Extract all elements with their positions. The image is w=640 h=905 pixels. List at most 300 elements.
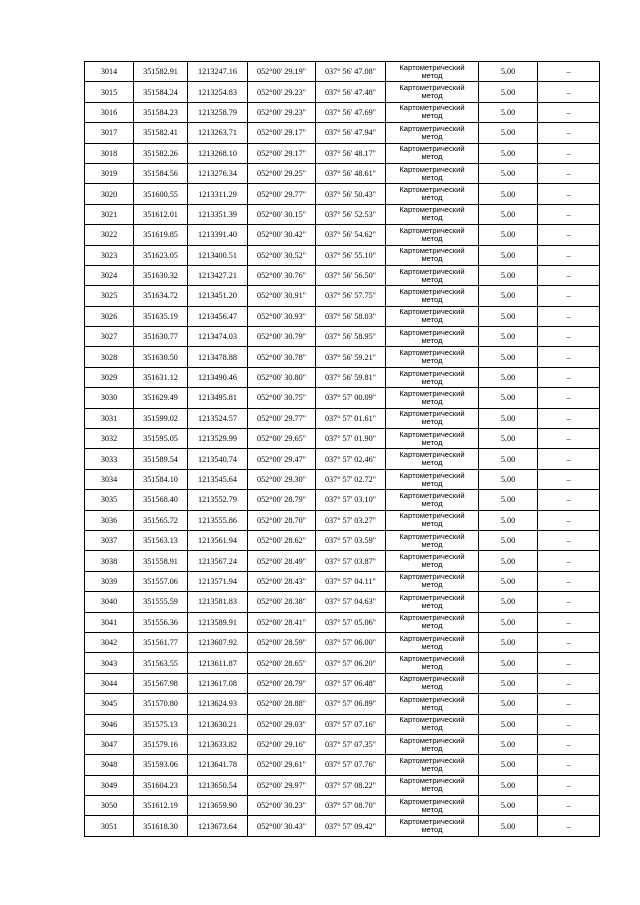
note-cell: –	[538, 62, 600, 82]
point-number-cell: 3050	[85, 796, 134, 816]
x-coordinate-cell: 351557.06	[134, 571, 188, 591]
method-line-2: метод	[421, 458, 443, 468]
method-cell	[386, 408, 479, 428]
accuracy-cell: 5.00	[479, 612, 538, 632]
note-cell: –	[538, 449, 600, 469]
accuracy-cell: 5.00	[479, 673, 538, 693]
note-cell: –	[538, 816, 600, 836]
coordinates-table	[84, 61, 600, 837]
x-coordinate-cell: 351584.23	[134, 102, 188, 122]
longitude-cell: 037° 56' 54.62"	[316, 225, 386, 245]
x-coordinate-cell: 351582.26	[134, 143, 188, 163]
longitude-cell: 037° 56' 59.21"	[316, 347, 386, 367]
method-cell	[386, 327, 479, 347]
method-line-2: метод	[421, 539, 443, 549]
point-number-cell: 3042	[85, 632, 134, 652]
table-row	[85, 632, 600, 652]
note-cell: –	[538, 327, 600, 347]
method-cell	[386, 429, 479, 449]
table-row	[85, 551, 600, 571]
x-coordinate-cell: 351618.30	[134, 816, 188, 836]
x-coordinate-cell: 351570.80	[134, 694, 188, 714]
method-line-1: Картометрический	[399, 246, 465, 256]
point-number-cell: 3019	[85, 163, 134, 183]
method-line-1: Картометрический	[399, 103, 465, 113]
latitude-cell: 052°00' 29.23"	[248, 102, 316, 122]
x-coordinate-cell: 351555.59	[134, 592, 188, 612]
method-cell	[386, 286, 479, 306]
point-number-cell: 3039	[85, 571, 134, 591]
x-coordinate-cell: 351558.91	[134, 551, 188, 571]
method-cell	[386, 612, 479, 632]
accuracy-cell: 5.00	[479, 694, 538, 714]
note-cell: –	[538, 510, 600, 530]
method-line-2: метод	[421, 437, 443, 447]
x-coordinate-cell: 351619.85	[134, 225, 188, 245]
note-cell: –	[538, 796, 600, 816]
accuracy-cell: 5.00	[479, 755, 538, 775]
point-number-cell: 3048	[85, 755, 134, 775]
y-coordinate-cell: 1213400.51	[188, 245, 248, 265]
method-cell	[386, 632, 479, 652]
table-row	[85, 612, 600, 632]
table-row	[85, 245, 600, 265]
latitude-cell: 052°00' 29.19"	[248, 62, 316, 82]
accuracy-cell: 5.00	[479, 327, 538, 347]
longitude-cell: 037° 57' 01.61"	[316, 408, 386, 428]
method-cell	[386, 163, 479, 183]
point-number-cell: 3037	[85, 530, 134, 550]
method-line-1: Картометрический	[399, 511, 465, 521]
point-number-cell: 3047	[85, 734, 134, 754]
latitude-cell: 052°00' 28.79"	[248, 673, 316, 693]
method-cell	[386, 82, 479, 102]
latitude-cell: 052°00' 30.80"	[248, 367, 316, 387]
method-line-1: Картометрический	[399, 286, 465, 296]
longitude-cell: 037° 57' 07.16"	[316, 714, 386, 734]
table-row	[85, 143, 600, 163]
method-line-2: метод	[421, 804, 443, 814]
y-coordinate-cell: 1213607.92	[188, 632, 248, 652]
method-cell	[386, 245, 479, 265]
x-coordinate-cell: 351567.98	[134, 673, 188, 693]
point-number-cell: 3025	[85, 286, 134, 306]
longitude-cell: 037° 57' 06.48"	[316, 673, 386, 693]
latitude-cell: 052°00' 28.79"	[248, 490, 316, 510]
y-coordinate-cell: 1213567.24	[188, 551, 248, 571]
table-row	[85, 673, 600, 693]
accuracy-cell: 5.00	[479, 163, 538, 183]
latitude-cell: 052°00' 28.43"	[248, 571, 316, 591]
note-cell: –	[538, 204, 600, 224]
latitude-cell: 052°00' 28.70"	[248, 510, 316, 530]
latitude-cell: 052°00' 30.91"	[248, 286, 316, 306]
y-coordinate-cell: 1213451.20	[188, 286, 248, 306]
y-coordinate-cell: 1213589.91	[188, 612, 248, 632]
method-line-1: Картометрический	[399, 144, 465, 154]
method-cell	[386, 551, 479, 571]
note-cell: –	[538, 163, 600, 183]
method-cell	[386, 653, 479, 673]
longitude-cell: 037° 57' 02.46"	[316, 449, 386, 469]
method-line-2: метод	[421, 396, 443, 406]
note-cell: –	[538, 571, 600, 591]
note-cell: –	[538, 184, 600, 204]
y-coordinate-cell: 1213263.71	[188, 123, 248, 143]
method-cell	[386, 265, 479, 285]
longitude-cell: 037° 57' 09.42"	[316, 816, 386, 836]
table-row	[85, 388, 600, 408]
longitude-cell: 037° 56' 50.43"	[316, 184, 386, 204]
method-line-2: метод	[421, 315, 443, 325]
note-cell: –	[538, 429, 600, 449]
note-cell: –	[538, 694, 600, 714]
longitude-cell: 037° 56' 58.95"	[316, 327, 386, 347]
longitude-cell: 037° 57' 08.70"	[316, 796, 386, 816]
y-coordinate-cell: 1213641.78	[188, 755, 248, 775]
method-line-2: метод	[421, 274, 443, 284]
method-line-1: Картометрический	[399, 327, 465, 337]
note-cell: –	[538, 225, 600, 245]
y-coordinate-cell: 1213490.46	[188, 367, 248, 387]
y-coordinate-cell: 1213659.90	[188, 796, 248, 816]
note-cell: –	[538, 612, 600, 632]
method-line-2: метод	[421, 233, 443, 243]
table-row	[85, 592, 600, 612]
x-coordinate-cell: 351561.77	[134, 632, 188, 652]
method-line-1: Картометрический	[399, 307, 465, 317]
accuracy-cell: 5.00	[479, 62, 538, 82]
method-line-1: Картометрический	[399, 409, 465, 419]
y-coordinate-cell: 1213650.54	[188, 775, 248, 795]
method-line-1: Картометрический	[399, 429, 465, 439]
note-cell: –	[538, 82, 600, 102]
x-coordinate-cell: 351595.05	[134, 429, 188, 449]
accuracy-cell: 5.00	[479, 102, 538, 122]
longitude-cell: 037° 57' 03.59"	[316, 530, 386, 550]
y-coordinate-cell: 1213474.03	[188, 327, 248, 347]
accuracy-cell: 5.00	[479, 653, 538, 673]
method-line-2: метод	[421, 825, 443, 835]
point-number-cell: 3036	[85, 510, 134, 530]
x-coordinate-cell: 351599.02	[134, 408, 188, 428]
method-line-1: Картометрический	[399, 592, 465, 602]
x-coordinate-cell: 351623.05	[134, 245, 188, 265]
longitude-cell: 037° 56' 59.81"	[316, 367, 386, 387]
table-row	[85, 714, 600, 734]
note-cell: –	[538, 123, 600, 143]
accuracy-cell: 5.00	[479, 510, 538, 530]
x-coordinate-cell: 351582.91	[134, 62, 188, 82]
note-cell: –	[538, 469, 600, 489]
table-row	[85, 775, 600, 795]
method-line-1: Картометрический	[399, 796, 465, 806]
y-coordinate-cell: 1213391.40	[188, 225, 248, 245]
longitude-cell: 037° 56' 47.94"	[316, 123, 386, 143]
longitude-cell: 037° 57' 06.89"	[316, 694, 386, 714]
longitude-cell: 037° 57' 08.22"	[316, 775, 386, 795]
method-cell	[386, 490, 479, 510]
table-row	[85, 286, 600, 306]
point-number-cell: 3021	[85, 204, 134, 224]
method-cell	[386, 510, 479, 530]
method-line-1: Картометрический	[399, 164, 465, 174]
y-coordinate-cell: 1213456.47	[188, 306, 248, 326]
method-cell	[386, 796, 479, 816]
method-line-1: Картометрический	[399, 225, 465, 235]
longitude-cell: 037° 57' 04.63"	[316, 592, 386, 612]
latitude-cell: 052°00' 28.62"	[248, 530, 316, 550]
x-coordinate-cell: 351556.36	[134, 612, 188, 632]
method-cell	[386, 123, 479, 143]
accuracy-cell: 5.00	[479, 225, 538, 245]
method-line-1: Картометрический	[399, 185, 465, 195]
table-row	[85, 82, 600, 102]
x-coordinate-cell: 351563.55	[134, 653, 188, 673]
method-cell	[386, 225, 479, 245]
y-coordinate-cell: 1213552.79	[188, 490, 248, 510]
method-line-1: Картометрический	[399, 735, 465, 745]
note-cell: –	[538, 367, 600, 387]
method-cell	[386, 306, 479, 326]
y-coordinate-cell: 1213311.29	[188, 184, 248, 204]
method-cell	[386, 775, 479, 795]
method-cell	[386, 143, 479, 163]
method-line-2: метод	[421, 600, 443, 610]
point-number-cell: 3030	[85, 388, 134, 408]
accuracy-cell: 5.00	[479, 632, 538, 652]
method-line-1: Картометрический	[399, 674, 465, 684]
y-coordinate-cell: 1213545.64	[188, 469, 248, 489]
longitude-cell: 037° 56' 47.08"	[316, 62, 386, 82]
method-line-2: метод	[421, 376, 443, 386]
latitude-cell: 052°00' 29.77"	[248, 184, 316, 204]
method-line-2: метод	[421, 294, 443, 304]
x-coordinate-cell: 351612.01	[134, 204, 188, 224]
point-number-cell: 3033	[85, 449, 134, 469]
note-cell: –	[538, 102, 600, 122]
accuracy-cell: 5.00	[479, 286, 538, 306]
method-cell	[386, 388, 479, 408]
note-cell: –	[538, 490, 600, 510]
method-line-1: Картометрический	[399, 776, 465, 786]
point-number-cell: 3043	[85, 653, 134, 673]
method-line-2: метод	[421, 478, 443, 488]
point-number-cell: 3023	[85, 245, 134, 265]
note-cell: –	[538, 673, 600, 693]
latitude-cell: 052°00' 28.65"	[248, 653, 316, 673]
accuracy-cell: 5.00	[479, 184, 538, 204]
accuracy-cell: 5.00	[479, 123, 538, 143]
point-number-cell: 3020	[85, 184, 134, 204]
y-coordinate-cell: 1213611.87	[188, 653, 248, 673]
method-line-2: метод	[421, 763, 443, 773]
table-row	[85, 571, 600, 591]
note-cell: –	[538, 408, 600, 428]
point-number-cell: 3051	[85, 816, 134, 836]
y-coordinate-cell: 1213540.74	[188, 449, 248, 469]
method-line-1: Картометрический	[399, 205, 465, 215]
point-number-cell: 3028	[85, 347, 134, 367]
latitude-cell: 052°00' 29.16"	[248, 734, 316, 754]
point-number-cell: 3035	[85, 490, 134, 510]
longitude-cell: 037° 56' 52.53"	[316, 204, 386, 224]
method-cell	[386, 204, 479, 224]
longitude-cell: 037° 57' 06.00"	[316, 632, 386, 652]
latitude-cell: 052°00' 28.59"	[248, 632, 316, 652]
y-coordinate-cell: 1213427.21	[188, 265, 248, 285]
y-coordinate-cell: 1213254.83	[188, 82, 248, 102]
latitude-cell: 052°00' 28.38"	[248, 592, 316, 612]
latitude-cell: 052°00' 30.15"	[248, 204, 316, 224]
method-line-1: Картометрический	[399, 123, 465, 133]
y-coordinate-cell: 1213351.39	[188, 204, 248, 224]
latitude-cell: 052°00' 29.30"	[248, 469, 316, 489]
y-coordinate-cell: 1213571.94	[188, 571, 248, 591]
table-row	[85, 225, 600, 245]
y-coordinate-cell: 1213247.16	[188, 62, 248, 82]
method-line-1: Картометрический	[399, 552, 465, 562]
longitude-cell: 037° 57' 01.90"	[316, 429, 386, 449]
y-coordinate-cell: 1213258.79	[188, 102, 248, 122]
latitude-cell: 052°00' 30.75"	[248, 388, 316, 408]
table-row	[85, 367, 600, 387]
latitude-cell: 052°00' 29.23"	[248, 82, 316, 102]
point-number-cell: 3040	[85, 592, 134, 612]
note-cell: –	[538, 265, 600, 285]
y-coordinate-cell: 1213495.81	[188, 388, 248, 408]
method-line-2: метод	[421, 152, 443, 162]
latitude-cell: 052°00' 30.52"	[248, 245, 316, 265]
method-line-1: Картометрический	[399, 715, 465, 725]
y-coordinate-cell: 1213673.64	[188, 816, 248, 836]
table-row	[85, 816, 600, 836]
x-coordinate-cell: 351584.56	[134, 163, 188, 183]
x-coordinate-cell: 351600.55	[134, 184, 188, 204]
method-cell	[386, 347, 479, 367]
method-cell	[386, 102, 479, 122]
table-row	[85, 530, 600, 550]
table-row	[85, 265, 600, 285]
y-coordinate-cell: 1213617.08	[188, 673, 248, 693]
latitude-cell: 052°00' 29.61"	[248, 755, 316, 775]
y-coordinate-cell: 1213633.82	[188, 734, 248, 754]
method-line-1: Картометрический	[399, 62, 465, 72]
method-line-1: Картометрический	[399, 755, 465, 765]
latitude-cell: 052°00' 28.88"	[248, 694, 316, 714]
method-cell	[386, 367, 479, 387]
accuracy-cell: 5.00	[479, 449, 538, 469]
method-line-2: метод	[421, 70, 443, 80]
accuracy-cell: 5.00	[479, 306, 538, 326]
x-coordinate-cell: 351630.32	[134, 265, 188, 285]
point-number-cell: 3018	[85, 143, 134, 163]
x-coordinate-cell: 351563.13	[134, 530, 188, 550]
method-line-2: метод	[421, 519, 443, 529]
method-line-2: метод	[421, 560, 443, 570]
note-cell: –	[538, 306, 600, 326]
note-cell: –	[538, 551, 600, 571]
accuracy-cell: 5.00	[479, 469, 538, 489]
accuracy-cell: 5.00	[479, 204, 538, 224]
method-line-1: Картометрический	[399, 368, 465, 378]
point-number-cell: 3027	[85, 327, 134, 347]
point-number-cell: 3045	[85, 694, 134, 714]
coordinates-table-body	[85, 62, 600, 837]
method-line-1: Картометрический	[399, 490, 465, 500]
table-row	[85, 184, 600, 204]
method-line-1: Картометрический	[399, 633, 465, 643]
note-cell: –	[538, 530, 600, 550]
method-line-2: метод	[421, 580, 443, 590]
accuracy-cell: 5.00	[479, 796, 538, 816]
method-cell	[386, 816, 479, 836]
method-cell	[386, 714, 479, 734]
note-cell: –	[538, 653, 600, 673]
longitude-cell: 037° 56' 47.69"	[316, 102, 386, 122]
method-cell	[386, 571, 479, 591]
method-cell	[386, 734, 479, 754]
x-coordinate-cell: 351630.50	[134, 347, 188, 367]
y-coordinate-cell: 1213624.93	[188, 694, 248, 714]
note-cell: –	[538, 775, 600, 795]
x-coordinate-cell: 351634.72	[134, 286, 188, 306]
y-coordinate-cell: 1213276.34	[188, 163, 248, 183]
latitude-cell: 052°00' 30.79"	[248, 327, 316, 347]
longitude-cell: 037° 57' 07.76"	[316, 755, 386, 775]
longitude-cell: 037° 57' 00.09"	[316, 388, 386, 408]
accuracy-cell: 5.00	[479, 367, 538, 387]
accuracy-cell: 5.00	[479, 265, 538, 285]
latitude-cell: 052°00' 29.17"	[248, 123, 316, 143]
point-number-cell: 3038	[85, 551, 134, 571]
table-row	[85, 123, 600, 143]
accuracy-cell: 5.00	[479, 714, 538, 734]
table-row	[85, 449, 600, 469]
x-coordinate-cell: 351582.41	[134, 123, 188, 143]
method-line-1: Картометрический	[399, 694, 465, 704]
longitude-cell: 037° 56' 48.17"	[316, 143, 386, 163]
method-line-1: Картометрический	[399, 450, 465, 460]
point-number-cell: 3015	[85, 82, 134, 102]
longitude-cell: 037° 56' 55.10"	[316, 245, 386, 265]
point-number-cell: 3026	[85, 306, 134, 326]
x-coordinate-cell: 351635.19	[134, 306, 188, 326]
method-line-2: метод	[421, 621, 443, 631]
latitude-cell: 052°00' 30.78"	[248, 347, 316, 367]
y-coordinate-cell: 1213529.99	[188, 429, 248, 449]
x-coordinate-cell: 351579.16	[134, 734, 188, 754]
latitude-cell: 052°00' 28.49"	[248, 551, 316, 571]
latitude-cell: 052°00' 30.93"	[248, 306, 316, 326]
method-line-1: Картометрический	[399, 613, 465, 623]
method-line-1: Картометрический	[399, 817, 465, 827]
method-line-2: метод	[421, 91, 443, 101]
y-coordinate-cell: 1213268.10	[188, 143, 248, 163]
latitude-cell: 052°00' 30.76"	[248, 265, 316, 285]
table-row	[85, 327, 600, 347]
point-number-cell: 3046	[85, 714, 134, 734]
note-cell: –	[538, 714, 600, 734]
method-line-2: метод	[421, 131, 443, 141]
note-cell: –	[538, 388, 600, 408]
longitude-cell: 037° 57' 05.06"	[316, 612, 386, 632]
note-cell: –	[538, 734, 600, 754]
table-row	[85, 102, 600, 122]
method-line-2: метод	[421, 498, 443, 508]
method-line-1: Картометрический	[399, 388, 465, 398]
method-line-1: Картометрический	[399, 531, 465, 541]
